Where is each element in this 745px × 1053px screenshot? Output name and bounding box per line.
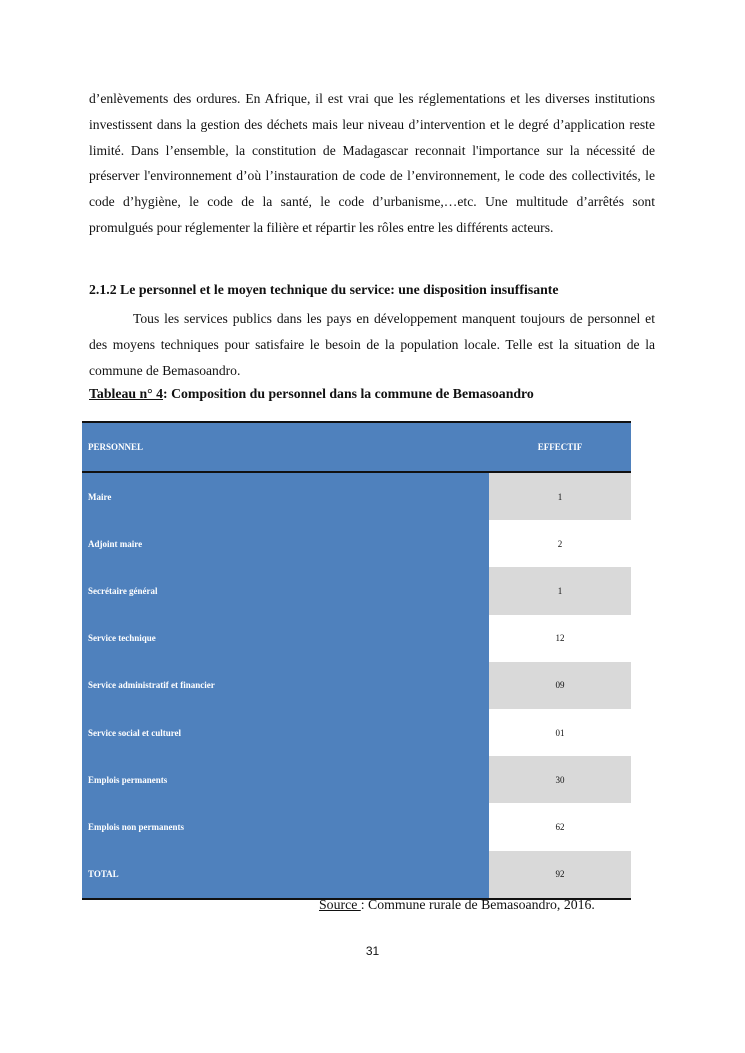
row-effectif: 01 [489,709,631,756]
paragraph-intro: d’enlèvements des ordures. En Afrique, il est vrai que les réglementations et les diverses institutions investissent dans la gestion des déchets mais leur niveau d’intervention et le degré d’application reste limité. Dans l’ensemble, la constitution de Madagascar reconnait l'importance sur la nécessité de préserver l'environnement d’où l’instauration de code de l’environnement, le code des collectivités, le code d’hygiène, le code de la santé, le code d’urbanisme,…etc. Une multitude d’arrêtés sont promulgués pour réglementer la filière et répartir les rôles entre les différents acteurs. [89,91,655,235]
table-caption [89,386,534,402]
section-heading: 2.1.2 Le personnel et le moyen technique du service: une disposition insuffisante [89,282,559,297]
source-text: : Commune rurale de Bemasoandro, 2016. [360,897,595,912]
table-row [82,520,631,567]
row-personnel: Secrétaire général [82,567,489,614]
page-number: 31 [365,944,380,958]
paragraph-section: Tous les services publics dans les pays en développement manquent toujours de personnel et des moyens techniques pour satisfaire le besoin de la population locale. Telle est la situation de la commune de Bemasoandro. [89,311,655,378]
row-effectif: 2 [489,520,631,567]
row-effectif: 1 [489,567,631,614]
table-source [319,897,595,913]
row-personnel: Adjoint maire [82,520,489,567]
header-effectif: EFFECTIF [489,422,631,472]
row-effectif: 62 [489,803,631,850]
table-row [82,615,631,662]
personnel-table [82,421,631,900]
total-label: TOTAL [82,851,489,899]
table-caption-text: : Composition du personnel dans la commune de Bemasoandro [163,386,534,401]
row-personnel: Maire [82,472,489,520]
source-label: Source [319,897,361,912]
table-row [82,662,631,709]
row-effectif: 30 [489,756,631,803]
table-row [82,567,631,614]
row-personnel: Emplois permanents [82,756,489,803]
row-personnel: Service social et culturel [82,709,489,756]
row-effectif: 12 [489,615,631,662]
table-row [82,709,631,756]
table-caption-label: Tableau n° 4 [89,386,164,401]
row-effectif: 1 [489,472,631,520]
row-effectif: 09 [489,662,631,709]
table-row [82,756,631,803]
table-row [82,472,631,520]
header-personnel: PERSONNEL [82,422,489,472]
table-header-row [82,422,631,472]
row-personnel: Emplois non permanents [82,803,489,850]
table-total-row [82,851,631,899]
total-value: 92 [489,851,631,899]
table-row [82,803,631,850]
row-personnel: Service administratif et financier [82,662,489,709]
row-personnel: Service technique [82,615,489,662]
